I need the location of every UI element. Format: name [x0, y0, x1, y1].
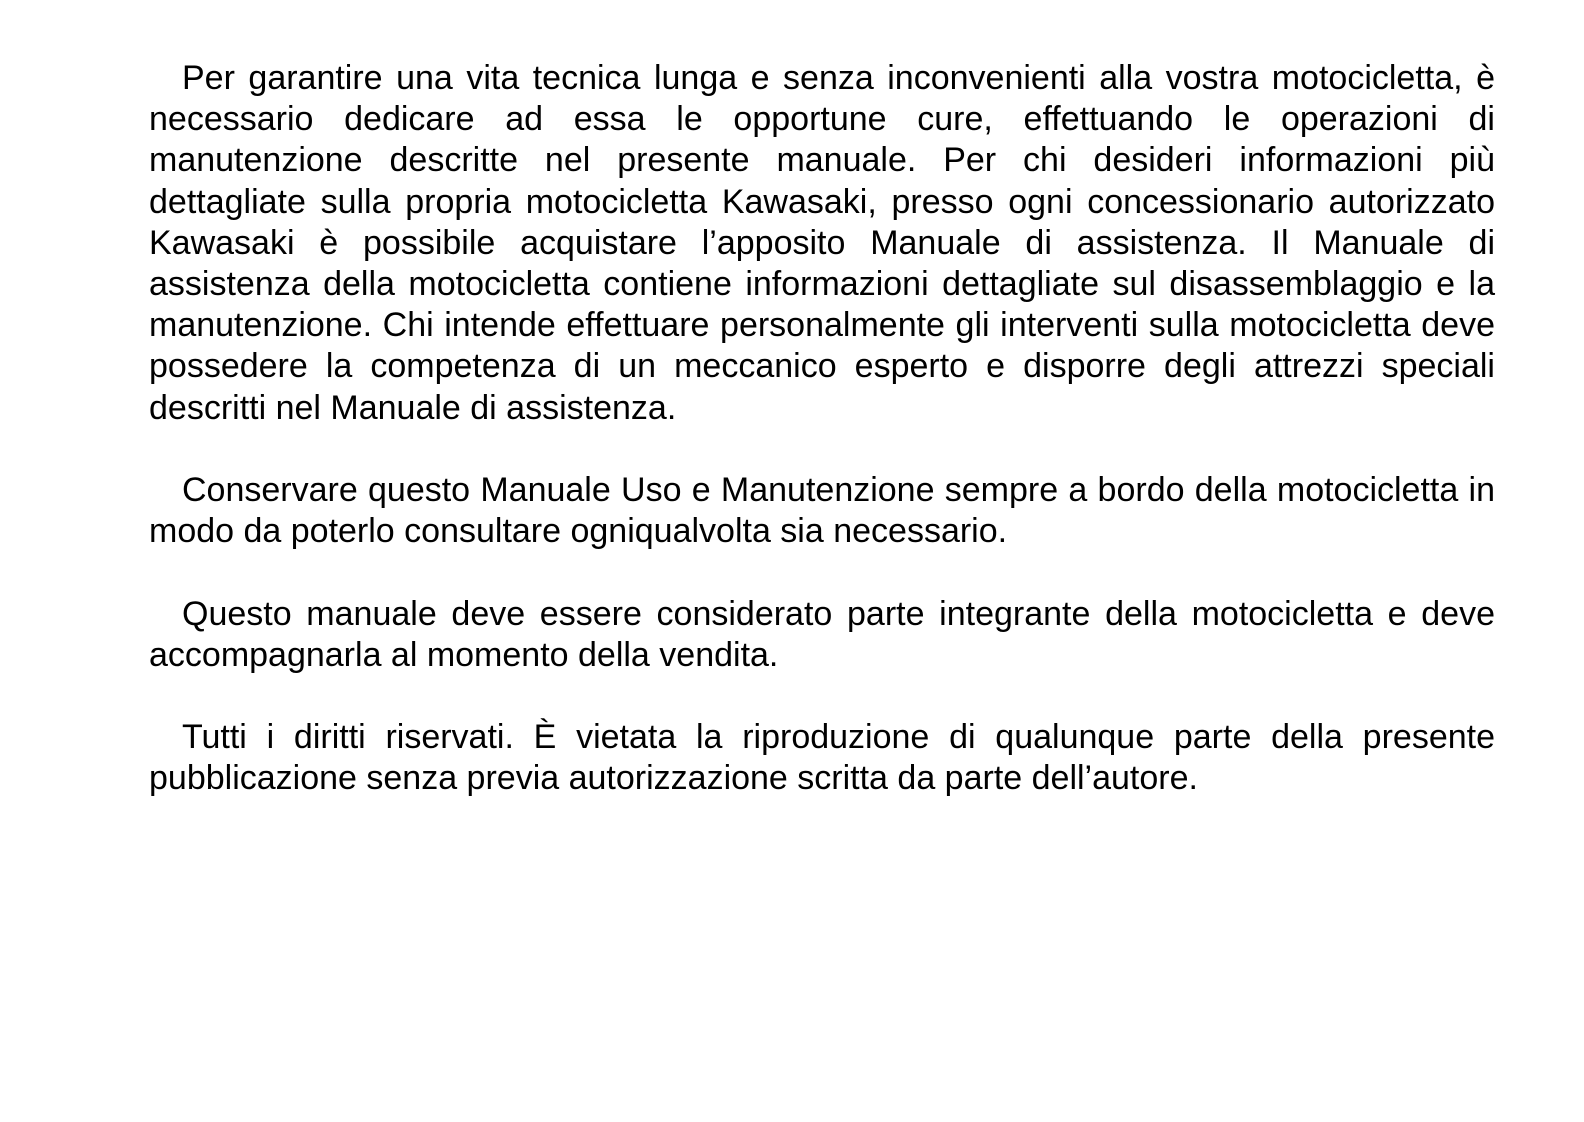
body-text — [149, 58, 1495, 800]
paragraph-copyright-notice: Tutti i diritti riservati. È vietata la riproduzione di qualunque parte della presente pubblicazione senza previa autorizzazione scritta da parte dell’autore. — [149, 718, 1495, 798]
paragraph-manual-part-of-motorcycle: Questo manuale deve essere considerato parte integrante della motocicletta e deve accompagnarla al momento della vendita. — [149, 594, 1495, 674]
paragraph-maintenance-info: Per garantire una vita tecnica lunga e senza inconvenienti alla vostra motocicletta, è necessario dedicare ad essa le opportune cure, effettuando le operazioni di manutenzione descritte nel presente manuale. Per chi desideri informazioni più dettagliate sulla propria motocicletta Kawasaki, presso ogni concessionario autorizzato Kawasaki è possibile acquistare l’apposito Manuale di assistenza. Il Manuale di assistenza della motocicletta contiene informazioni dettagliate sul disassemblaggio e la manutenzione. Chi intende effettuare personalmente gli interventi sulla motocicletta deve possedere la competenza di un meccanico esperto e disporre degli attrezzi speciali descritti nel Manuale di assistenza. — [149, 59, 1495, 427]
paragraph-keep-manual-onboard: Conservare questo Manuale Uso e Manutenzione sempre a bordo della motocicletta in modo da poterlo consultare ogniqualvolta sia necessario. — [149, 471, 1495, 551]
